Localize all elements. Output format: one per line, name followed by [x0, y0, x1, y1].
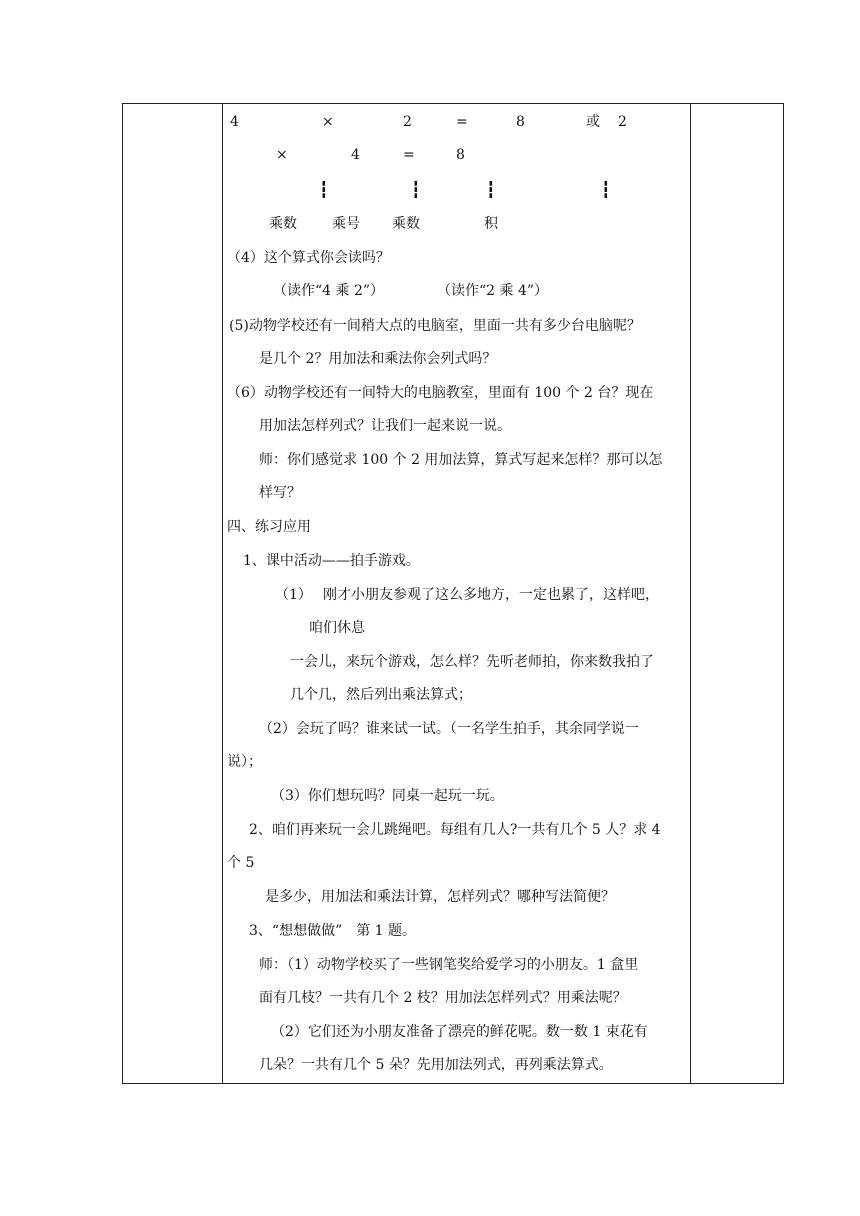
eq2-equals-sign: =: [403, 147, 415, 163]
activity-1-2-line1: （2）会玩了吗？谁来试一试。（一名学生拍手，其余同学说一: [259, 721, 639, 737]
activity-1-1-line4: 几个几，然后列出乘法算式；: [290, 687, 472, 703]
reading-2: （读作“2 乘 4”）: [437, 283, 549, 299]
question-5-line2: 是几个 2？用加法和乘法你会列式吗？: [259, 351, 497, 367]
activity-1-title: 1、课中活动——拍手游戏。: [243, 553, 420, 569]
activity-2-line1: 2、咱们再来玩一会儿跳绳吧。每组有几人?一共有几个 5 人？求 4: [249, 822, 661, 838]
eq1-factor-a: 4: [230, 114, 239, 130]
activity-1-2-line2: 说）；: [227, 754, 262, 770]
section-heading: 四、练习应用: [227, 519, 311, 535]
eq1-factor-b: 2: [403, 114, 412, 130]
question-4: （4）这个算式你会读吗？: [227, 250, 390, 266]
eq2-product: 8: [456, 147, 465, 163]
eq1-times-sign: ×: [322, 114, 334, 130]
activity-1-1-number: （1）: [275, 587, 312, 603]
activity-1-1-line3: 一会儿，来玩个游戏，怎么样？先听老师拍，你来数我拍了: [290, 654, 654, 670]
eq1-or: 或: [586, 114, 600, 130]
lesson-content: [123, 104, 783, 1083]
eq1-product: 8: [516, 114, 525, 130]
term-label-factor: 乘数: [269, 216, 297, 232]
connector-dots: ┇: [486, 180, 496, 199]
term-label-factor: 乘数: [392, 216, 420, 232]
eq1-factor-c: 2: [618, 114, 627, 130]
activity-3-2-line1: （2）它们还为小朋友准备了漂亮的鲜花呢。数一数 1 束花有: [271, 1024, 648, 1040]
activity-3-1-line2: 面有几枝？一共有几个 2 枝？用加法怎样列式？用乘法呢？: [259, 990, 627, 1006]
activity-3-title: 3、“想想做做” 第 1 题。: [249, 923, 417, 939]
teacher-line1: 师：你们感觉求 100 个 2 用加法算，算式写起来怎样？那可以怎: [259, 452, 663, 468]
activity-2-line3: 是多少，用加法和乘法计算，怎样列式？哪种写法简便？: [265, 889, 615, 905]
question-5-line1: (5)动物学校还有一间稍大点的电脑室，里面一共有多少台电脑呢？: [229, 318, 641, 334]
activity-1-3: （3）你们想玩吗？同桌一起玩一玩。: [271, 788, 504, 804]
eq2-times-sign: ×: [276, 147, 288, 163]
teacher-line2: 样写？: [259, 485, 301, 501]
connector-dots: ┇: [411, 180, 421, 199]
connector-dots: ┇: [319, 180, 329, 199]
term-label-product: 积: [484, 216, 498, 232]
lesson-table: [122, 103, 784, 1084]
connector-dots: ┇: [601, 180, 611, 199]
activity-1-1-line1: 刚才小朋友参观了这么多地方，一定也累了，这样吧，: [323, 587, 659, 603]
activity-3-1-line1: 师：（1）动物学校买了一些钢笔奖给爱学习的小朋友。1 盒里: [259, 957, 639, 973]
eq2-factor-b: 4: [351, 147, 360, 163]
reading-1: （读作“4 乘 2”）: [273, 283, 385, 299]
activity-2-line2: 个 5: [227, 855, 255, 871]
question-6-line2: 用加法怎样列式？让我们一起来说一说。: [259, 418, 511, 434]
eq1-equals-sign: =: [456, 114, 468, 130]
term-label-times: 乘号: [332, 216, 360, 232]
question-6-line1: （6）动物学校还有一间特大的电脑教室，里面有 100 个 2 台？现在: [227, 385, 654, 401]
activity-1-1-line2: 咱们休息: [309, 620, 365, 636]
activity-3-2-line2: 几朵？一共有几个 5 朵？先用加法列式，再列乘法算式。: [259, 1057, 613, 1073]
